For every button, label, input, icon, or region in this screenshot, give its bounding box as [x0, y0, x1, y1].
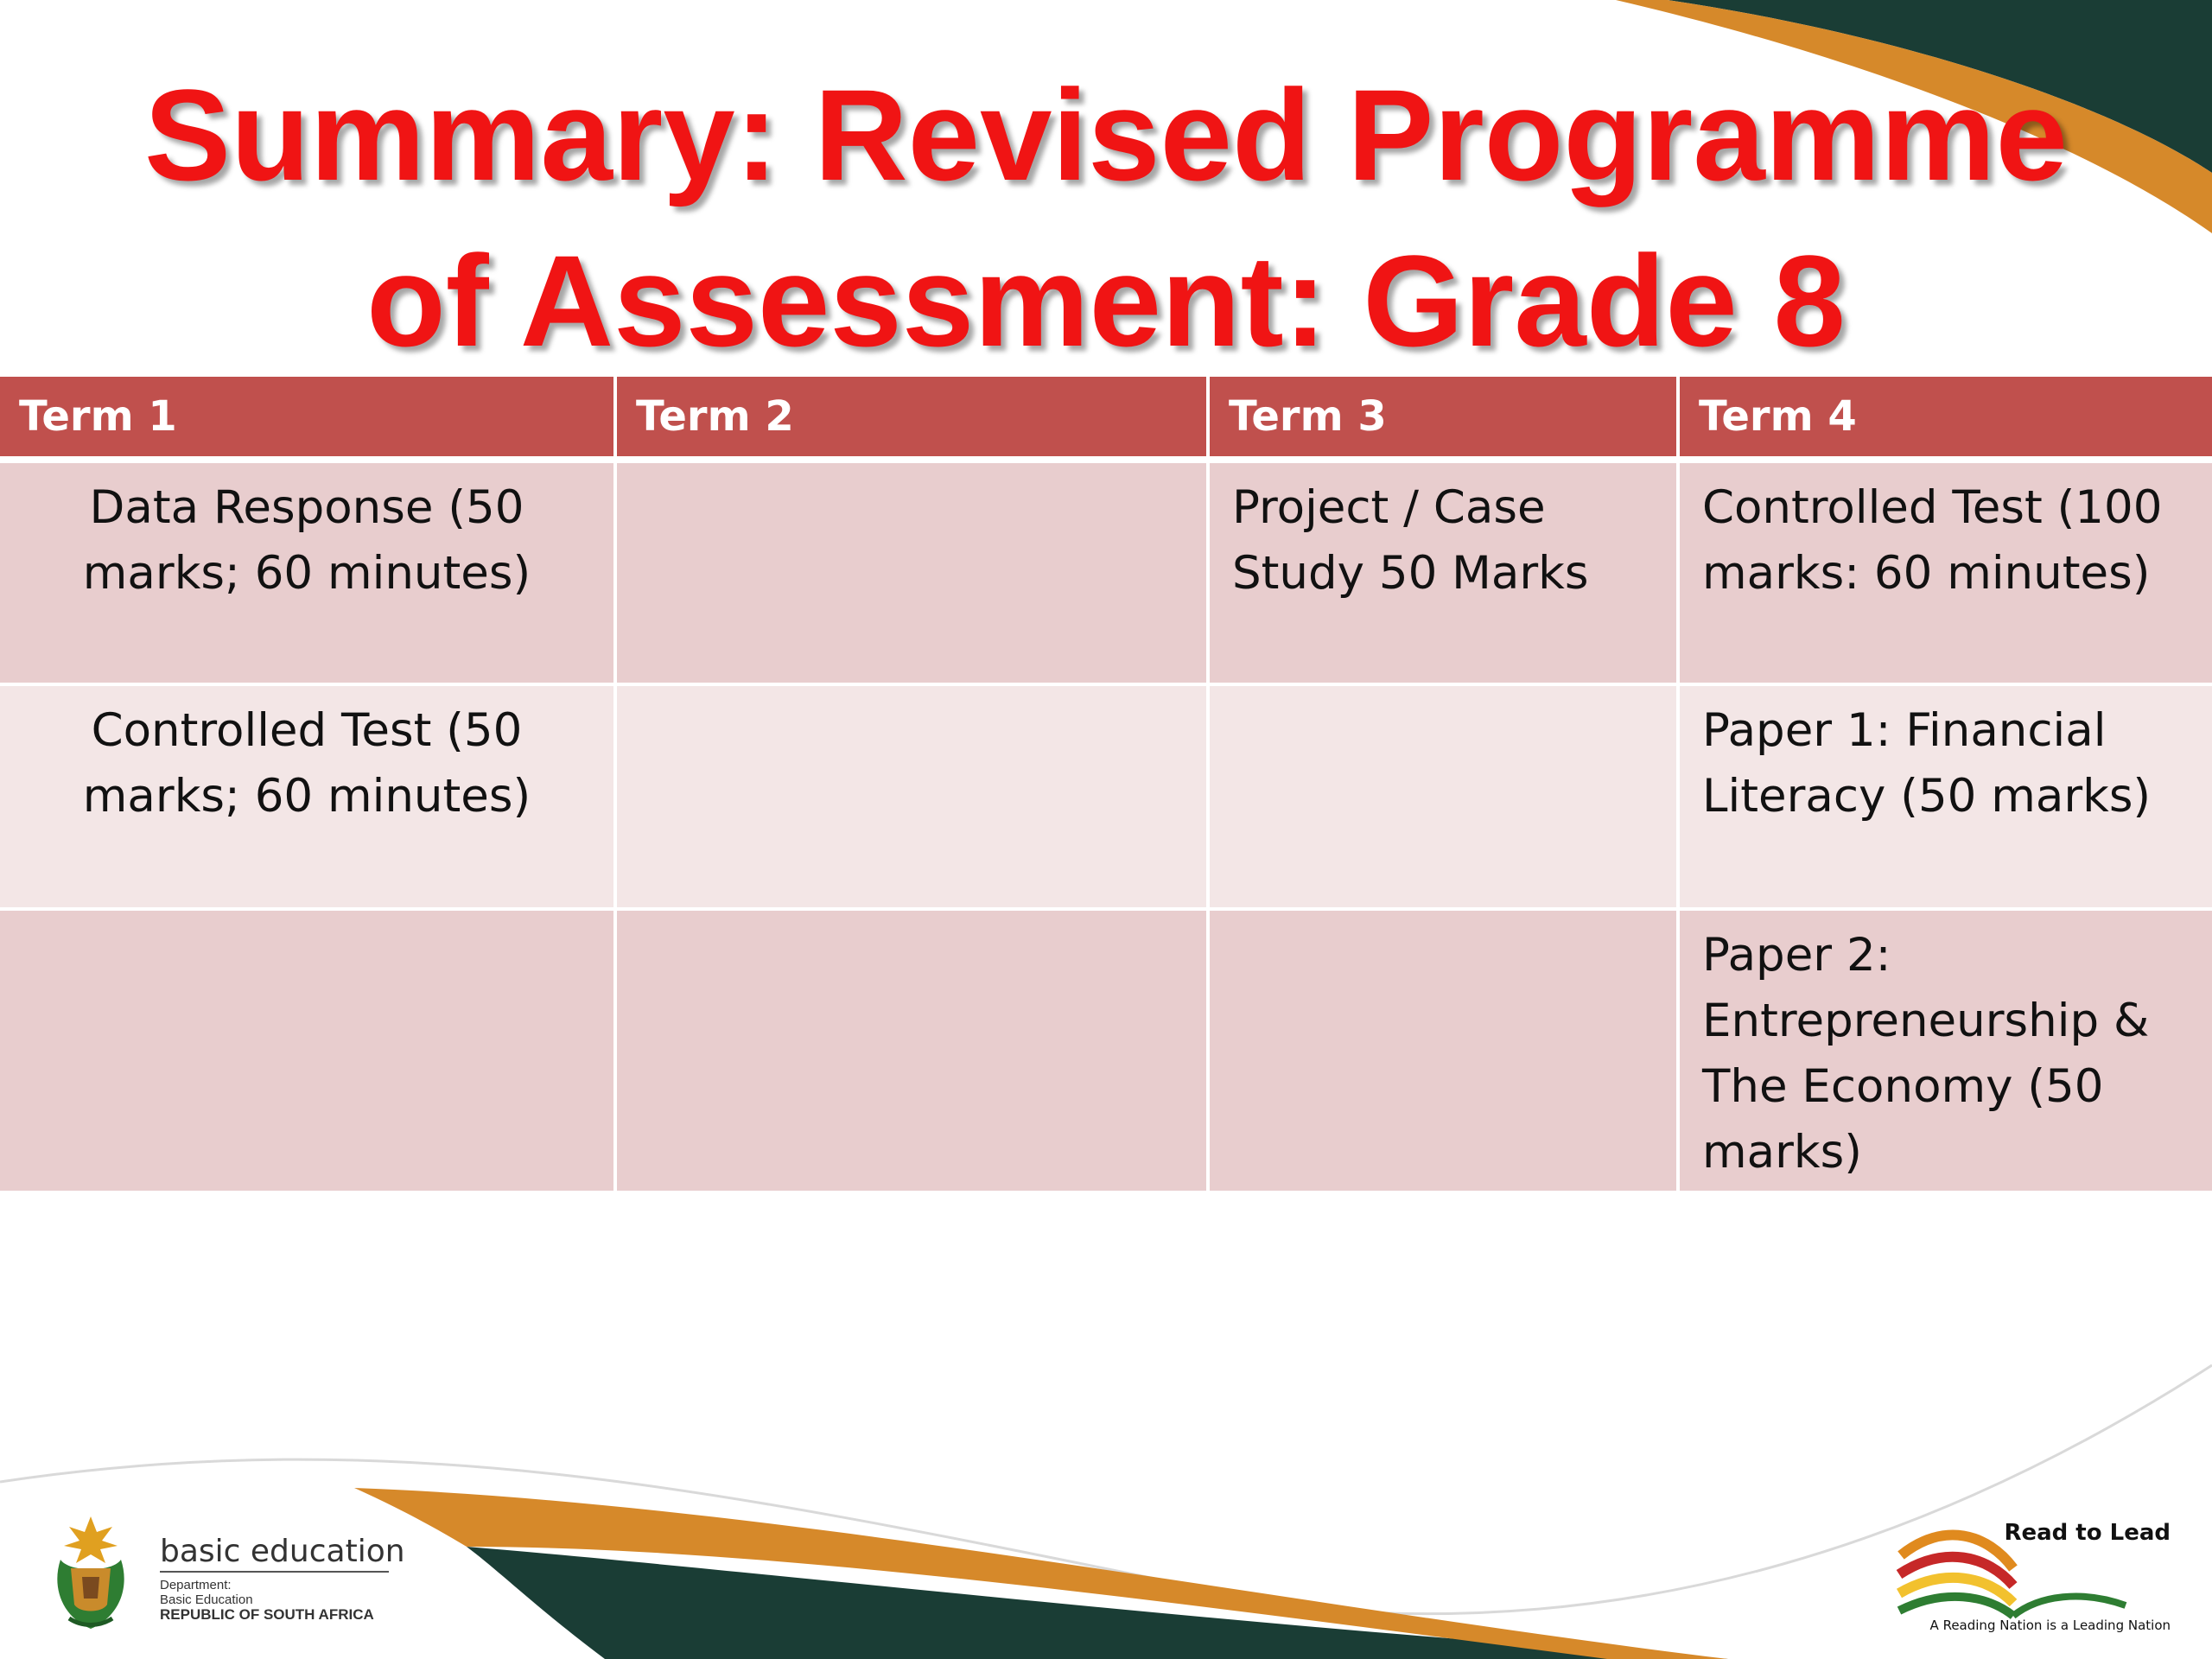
dept-line-2: Basic Education	[160, 1592, 253, 1607]
coat-of-arms-icon	[57, 1516, 124, 1629]
campaign-slogan: A Reading Nation is a Leading Nation	[1929, 1618, 2171, 1633]
table-cell	[617, 911, 1210, 1194]
open-book-icon	[1899, 1535, 2126, 1616]
dept-line-3: REPUBLIC OF SOUTH AFRICA	[160, 1606, 374, 1623]
table-row	[0, 911, 2212, 1194]
table-cell: Data Response (50 marks; 60 minutes)	[0, 463, 617, 686]
title-line-2: of Assessment: Grade 8	[366, 228, 1846, 373]
table-cell: Project / Case Study 50 Marks	[1210, 463, 1680, 686]
campaign-title: Read to Lead	[2004, 1520, 2171, 1546]
dept-basic-education-logo	[43, 1508, 406, 1637]
header-term-2: Term 2	[617, 377, 1210, 463]
table-cell	[0, 911, 617, 1194]
table-cell	[1210, 686, 1680, 911]
table-cell	[617, 463, 1210, 686]
table-row	[0, 686, 2212, 911]
table-cell: Paper 1: Financial Literacy (50 marks)	[1680, 686, 2212, 911]
table-cell: Paper 2: Entrepreneurship & The Economy (50 marks)	[1680, 911, 2212, 1194]
header-term-4: Term 4	[1680, 377, 2212, 463]
header-term-3: Term 3	[1210, 377, 1680, 463]
dept-line-1: Department:	[160, 1578, 232, 1592]
table-header-row	[0, 377, 2212, 463]
table-cell	[617, 686, 1210, 911]
assessment-table	[0, 377, 2212, 1194]
header-term-1: Term 1	[0, 377, 617, 463]
slide-title	[0, 52, 2212, 384]
read-to-lead-logo	[1892, 1503, 2177, 1633]
table-row	[0, 463, 2212, 686]
dept-name: basic education	[160, 1534, 405, 1569]
table-cell	[1210, 911, 1680, 1194]
table-cell: Controlled Test (100 marks: 60 minutes)	[1680, 463, 2212, 686]
title-line-1: Summary: Revised Programme	[144, 62, 2068, 207]
table-cell: Controlled Test (50 marks; 60 minutes)	[0, 686, 617, 911]
